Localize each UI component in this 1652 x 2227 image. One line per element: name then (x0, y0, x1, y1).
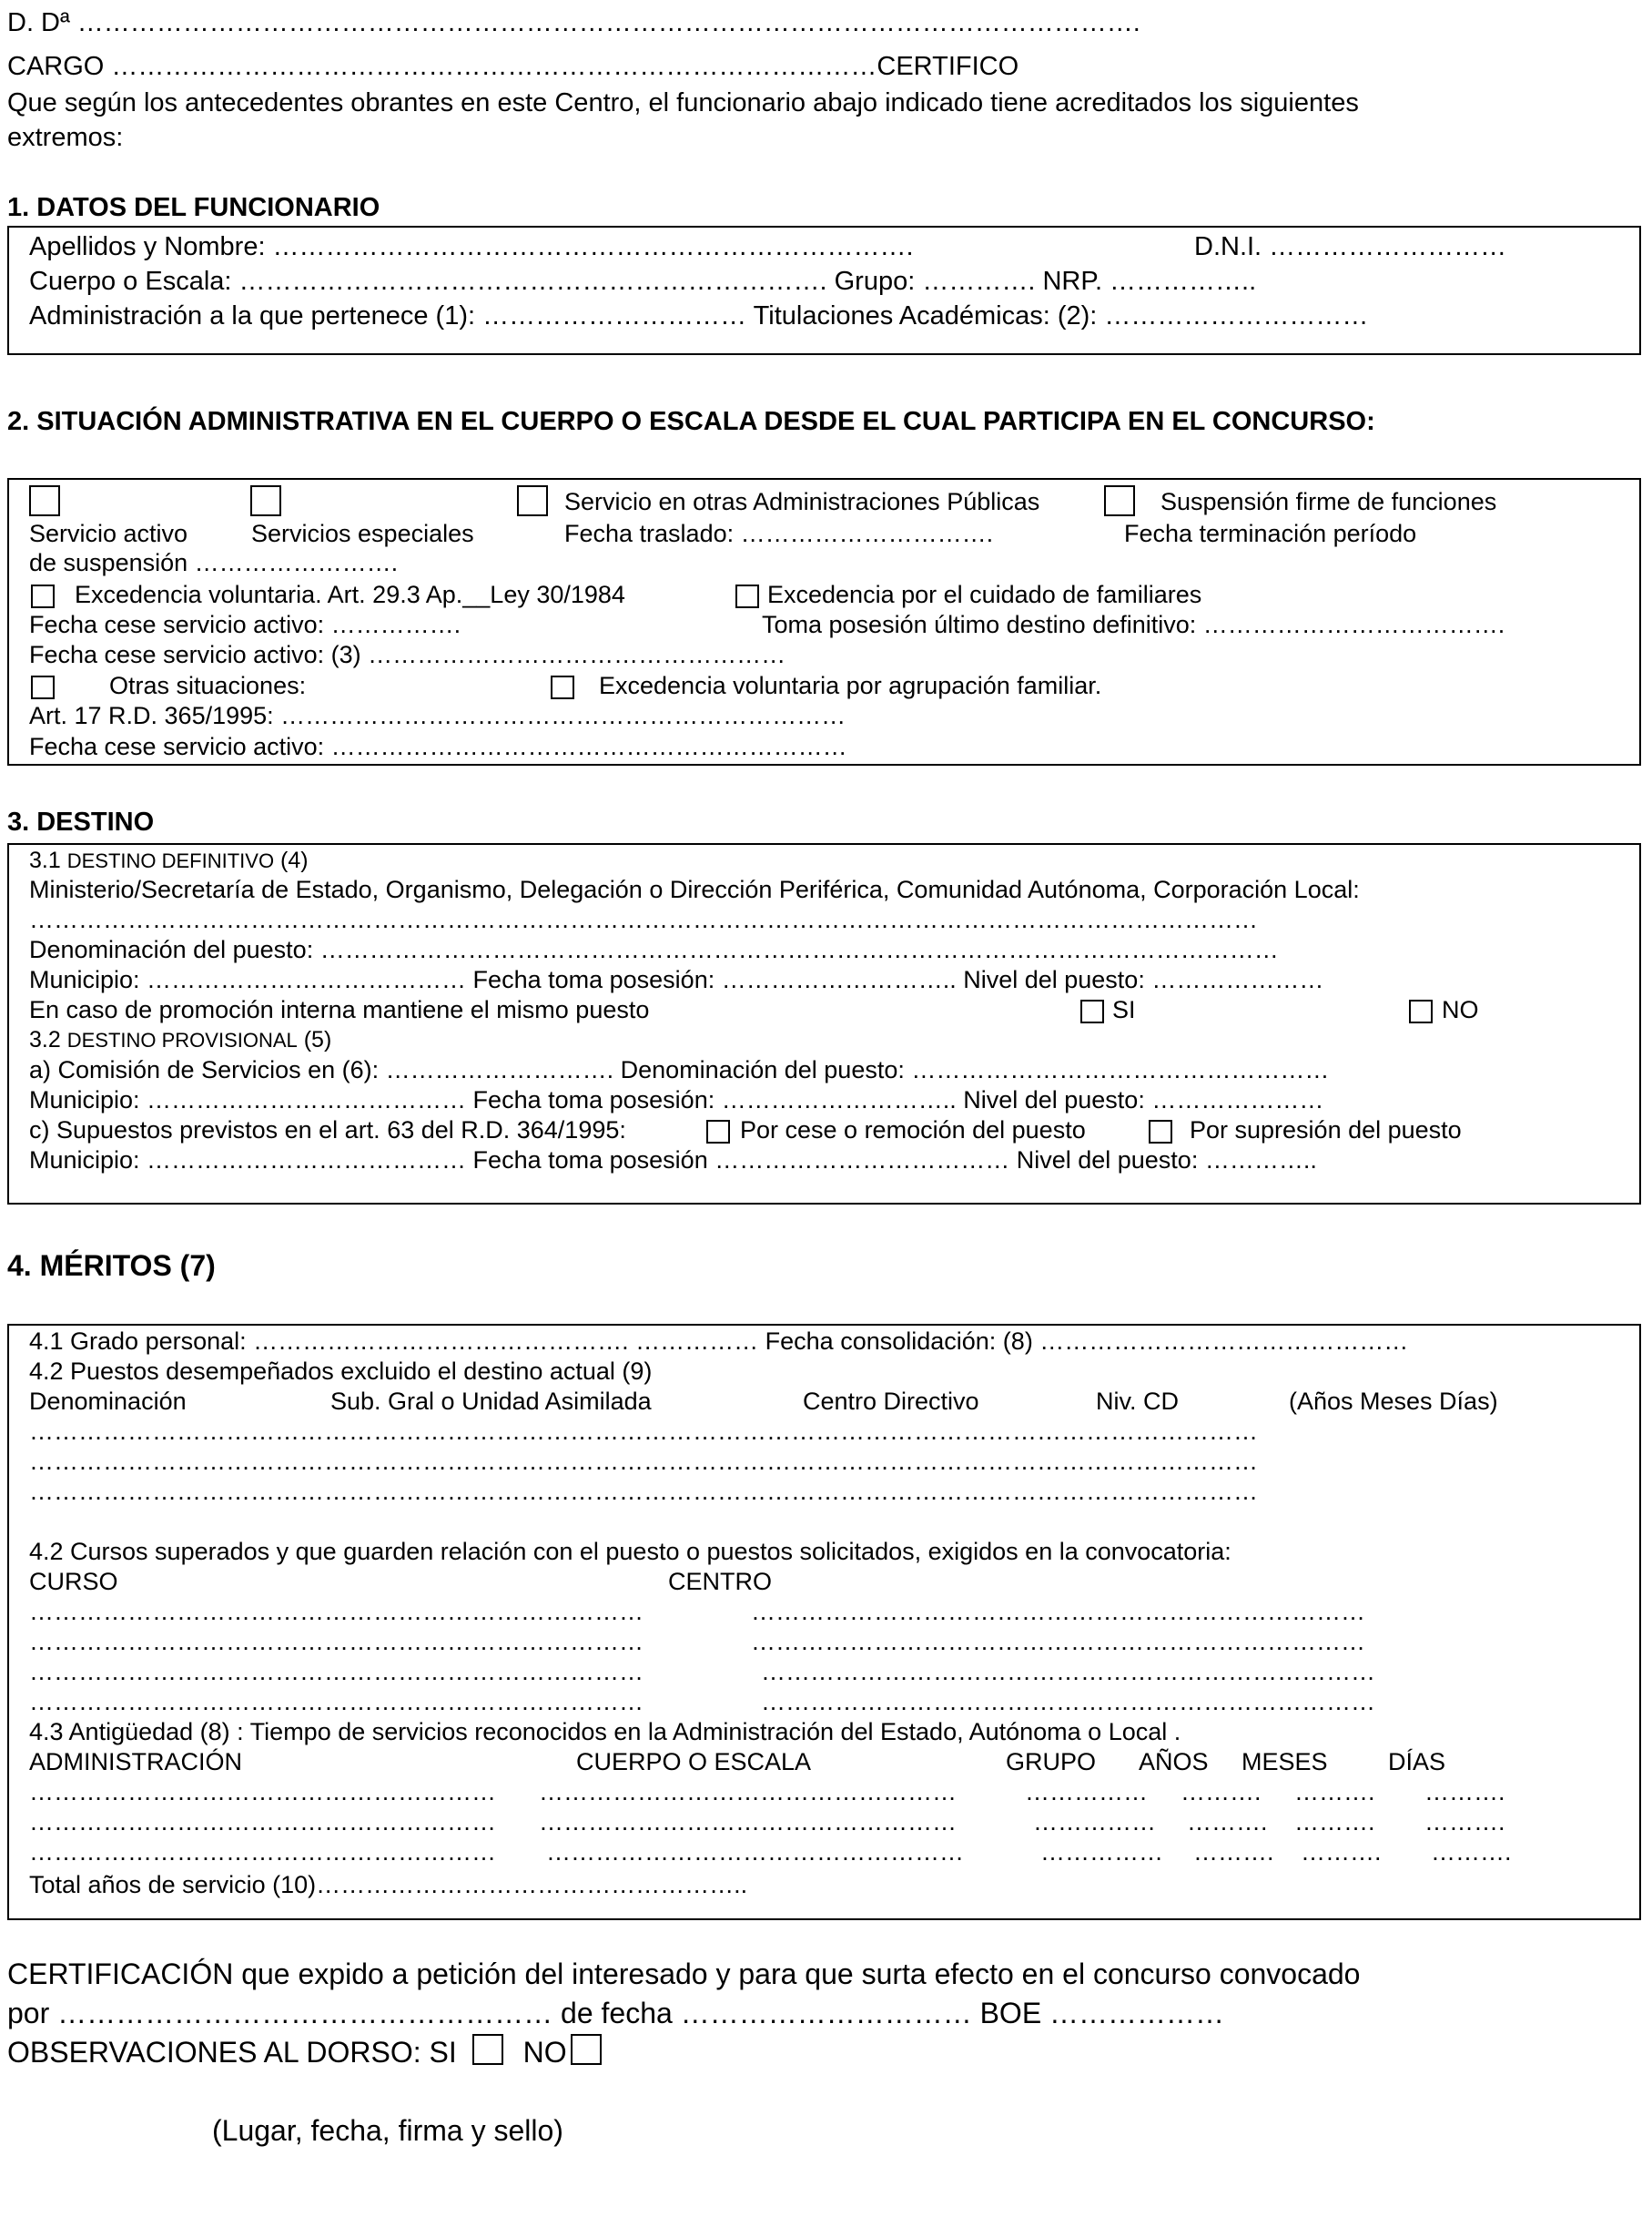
col-tiempo: (Años Meses Días) (1289, 1388, 1498, 1415)
promocion-no-label: NO (1442, 996, 1479, 1023)
suspension-label: Suspensión firme de funciones (1160, 488, 1497, 515)
firma-label: (Lugar, fecha, firma y sello) (212, 2114, 563, 2147)
excedencia-agrupacion-checkbox[interactable] (551, 676, 574, 699)
dd-line: D. Dª …………………………………………………………………………………………………………. (7, 8, 1140, 37)
comision-field[interactable]: a) Comisión de Servicios en (6): ………………………. Denominación del puesto: …………………………………………… (29, 1056, 1330, 1083)
ministerio-label: Ministerio/Secretaría de Estado, Organismo, Delegación o Dirección Periférica, Comunidad Autónoma, Corporación Local: (29, 876, 1360, 903)
excedencia-cuidado-checkbox[interactable] (735, 585, 759, 608)
excedencia-cuidado-label: Excedencia por el cuidado de familiares (767, 581, 1202, 608)
servicios-especiales-label: Servicios especiales (251, 520, 474, 547)
fecha-cese-field-2[interactable]: Fecha cese servicio activo: ……………………………………………………… (29, 733, 847, 760)
excedencia-voluntaria-label: Excedencia voluntaria. Art. 29.3 Ap.__Ley 30/1984 (75, 581, 625, 608)
centro-row-1[interactable]: ………………………………………………………………… (751, 1598, 1365, 1625)
antig-grupo-row-2[interactable]: …………… (1033, 1808, 1156, 1835)
certification-line-2[interactable]: por …………………………………………… de fecha ………………………… BOE ……………… (7, 1997, 1225, 2029)
otras-situaciones-label: Otras situaciones: (109, 672, 307, 699)
supresion-checkbox[interactable] (1149, 1120, 1172, 1144)
servicio-activo-checkbox[interactable] (29, 485, 60, 516)
col-meses: MESES (1242, 1748, 1328, 1775)
section-3-box (7, 843, 1641, 1205)
cargo-line: CARGO ……………………………………………………………………………CERTIFICO (7, 52, 1019, 81)
antig-admin-row-3[interactable]: ………………………………………………… (29, 1838, 496, 1866)
curso-row-2[interactable]: ………………………………………………………………… (29, 1628, 644, 1655)
cuerpo-field[interactable]: Cuerpo o Escala: …………………………………………………………. Grupo: …………. NRP. …………….. (29, 267, 1257, 296)
cursos-heading: 4.2 Cursos superados y que guarden relación con el puesto o puestos solicitados, exigidos en la convocatoria: (29, 1538, 1231, 1565)
de-suspension-field[interactable]: de suspensión ……………………. (29, 549, 399, 576)
section-2-title: 2. SITUACIÓN ADMINISTRATIVA EN EL CUERPO O ESCALA DESDE EL CUAL PARTICIPA EN EL CONCURSO: (7, 407, 1375, 436)
section-4-title: 4. MÉRITOS (7) (7, 1249, 216, 1282)
puestos-row-2[interactable]: …………………………………………………………………………………………………………………………………… (29, 1448, 1258, 1475)
supresion-label: Por supresión del puesto (1190, 1116, 1462, 1144)
grado-field[interactable]: 4.1 Grado personal: ………………………………………. …………… Fecha consolidación: (8) ……………………………………… (29, 1327, 1409, 1355)
antig-admin-row-2[interactable]: ………………………………………………… (29, 1808, 496, 1835)
fecha-cese-field-3[interactable]: Fecha cese servicio activo: (3) …………………………………………… (29, 641, 786, 668)
puestos-row-3[interactable]: …………………………………………………………………………………………………………………………………… (29, 1478, 1258, 1505)
centro-row-3[interactable]: ………………………………………………………………… (761, 1658, 1375, 1685)
section-4-box (7, 1324, 1641, 1920)
col-subgral: Sub. Gral o Unidad Asimilada (330, 1388, 652, 1415)
antig-meses-row-1[interactable]: ………. (1294, 1778, 1375, 1805)
col-denominacion: Denominación (29, 1388, 187, 1415)
fecha-traslado-field[interactable]: Fecha traslado: …………………………. (564, 520, 994, 547)
puestos-heading: 4.2 Puestos desempeñados excluido el destino actual (9) (29, 1358, 653, 1385)
dni-field[interactable]: D.N.I. ……………………… (1194, 232, 1507, 261)
antig-grupo-row-3[interactable]: …………… (1040, 1838, 1163, 1866)
centro-row-4[interactable]: ………………………………………………………………… (761, 1688, 1375, 1715)
servicios-especiales-checkbox[interactable] (250, 485, 281, 516)
section-3-title: 3. DESTINO (7, 808, 155, 837)
antig-dias-row-3[interactable]: ………. (1431, 1838, 1512, 1866)
promocion-label: En caso de promoción interna mantiene el mismo puesto (29, 996, 650, 1023)
antig-admin-row-1[interactable]: ………………………………………………… (29, 1778, 496, 1805)
col-grupo: GRUPO (1006, 1748, 1097, 1775)
otras-administraciones-checkbox[interactable] (517, 485, 548, 516)
antig-anos-row-3[interactable]: ………. (1193, 1838, 1274, 1866)
section-2-box (7, 478, 1641, 766)
antig-anos-row-1[interactable]: ………. (1181, 1778, 1262, 1805)
observaciones-line (7, 2034, 602, 2069)
municipio-field-2[interactable]: Municipio: ………………………………… Fecha toma posesión: ……………………….. Nivel del puesto: ………………… (29, 1086, 1324, 1114)
intro-line-1: Que según los antecedentes obrantes en este Centro, el funcionario abajo indicado tiene acreditados los siguientes (7, 88, 1359, 117)
col-curso: CURSO (29, 1568, 118, 1595)
cese-remocion-checkbox[interactable] (706, 1120, 730, 1144)
promocion-si-checkbox[interactable] (1080, 1000, 1104, 1023)
otras-administraciones-label: Servicio en otras Administraciones Públicas (564, 488, 1040, 515)
curso-row-3[interactable]: ………………………………………………………………… (29, 1658, 644, 1685)
antig-meses-row-3[interactable]: ………. (1301, 1838, 1382, 1866)
antig-dias-row-2[interactable]: ………. (1424, 1808, 1505, 1835)
curso-row-1[interactable]: ………………………………………………………………… (29, 1598, 644, 1625)
fecha-cese-field-1[interactable]: Fecha cese servicio activo: ……………. (29, 611, 461, 638)
antig-cuerpo-row-2[interactable]: …………………………………………… (539, 1808, 957, 1835)
section-1-title: 1. DATOS DEL FUNCIONARIO (7, 193, 380, 222)
observaciones-si-checkbox[interactable] (472, 2034, 503, 2065)
col-cuerpo-escala: CUERPO O ESCALA (576, 1748, 812, 1775)
destino-definitivo-heading: 3.1 DESTINO DEFINITIVO (4) (29, 848, 309, 873)
curso-row-4[interactable]: ………………………………………………………………… (29, 1688, 644, 1715)
col-centro: CENTRO (668, 1568, 772, 1595)
excedencia-agrupacion-label: Excedencia voluntaria por agrupación familiar. (599, 672, 1102, 699)
centro-row-2[interactable]: ………………………………………………………………… (751, 1628, 1365, 1655)
art17-field[interactable]: Art. 17 R.D. 365/1995: …………………………………………………………… (29, 702, 846, 729)
promocion-si-label: SI (1112, 996, 1136, 1023)
supuestos-label: c) Supuestos previstos en el art. 63 del R.D. 364/1995: (29, 1116, 626, 1144)
certification-line-1: CERTIFICACIÓN que expido a petición del interesado y para que surta efecto en el concurso convocado (7, 1958, 1361, 1990)
antig-dias-row-1[interactable]: ………. (1424, 1778, 1505, 1805)
col-dias: DÍAS (1388, 1748, 1446, 1775)
suspension-checkbox[interactable] (1104, 485, 1135, 516)
antig-cuerpo-row-1[interactable]: …………………………………………… (539, 1778, 957, 1805)
intro-line-2: extremos: (7, 123, 124, 152)
apellidos-field[interactable]: Apellidos y Nombre: ………………………………………………………………. (29, 232, 914, 261)
antig-cuerpo-row-3[interactable]: …………………………………………… (546, 1838, 964, 1866)
observaciones-no-checkbox[interactable] (571, 2034, 602, 2065)
municipio-field-3[interactable]: Municipio: ………………………………… Fecha toma posesión ……………………………… Nivel del puesto: ………….. (29, 1146, 1317, 1174)
col-centro-directivo: Centro Directivo (803, 1388, 979, 1415)
section-1-box (7, 226, 1641, 355)
toma-posesion-field[interactable]: Toma posesión último destino definitivo: ………………………………. (762, 611, 1505, 638)
col-nivel-cd: Niv. CD (1096, 1388, 1179, 1415)
col-anos: AÑOS (1139, 1748, 1209, 1775)
municipio-field-1[interactable]: Municipio: ………………………………… Fecha toma posesión: ……………………….. Nivel del puesto: ………………… (29, 966, 1324, 993)
destino-provisional-heading: 3.2 DESTINO PROVISIONAL (5) (29, 1027, 332, 1052)
total-servicio-field[interactable]: Total años de servicio (10)…………………………………………….. (29, 1871, 748, 1898)
otras-situaciones-checkbox[interactable] (31, 676, 55, 699)
antig-anos-row-2[interactable]: ………. (1187, 1808, 1268, 1835)
observaciones-no-label: NO (522, 2036, 567, 2069)
antig-grupo-row-1[interactable]: …………… (1025, 1778, 1148, 1805)
denominacion-field[interactable]: Denominación del puesto: ……………………………………………………………………………………………………… (29, 936, 1279, 963)
administracion-field[interactable]: Administración a la que pertenece (1): ………………………… Titulaciones Académicas: (2): ………………………… (29, 301, 1369, 330)
excedencia-voluntaria-checkbox[interactable] (31, 585, 55, 608)
promocion-no-checkbox[interactable] (1409, 1000, 1433, 1023)
servicio-activo-label: Servicio activo (29, 520, 188, 547)
observaciones-label: OBSERVACIONES AL DORSO: SI (7, 2036, 457, 2069)
antig-meses-row-2[interactable]: ………. (1294, 1808, 1375, 1835)
puestos-row-1[interactable]: …………………………………………………………………………………………………………………………………… (29, 1418, 1258, 1445)
ministerio-field[interactable]: …………………………………………………………………………………………………………………………………… (29, 906, 1258, 933)
cese-remocion-label: Por cese o remoción del puesto (740, 1116, 1086, 1144)
col-administracion: ADMINISTRACIÓN (29, 1748, 243, 1775)
antiguedad-heading: 4.3 Antigüedad (8) : Tiempo de servicios reconocidos en la Administración del Estado, Autónoma o Local . (29, 1718, 1181, 1745)
fecha-terminacion-field[interactable]: Fecha terminación período (1124, 520, 1417, 547)
